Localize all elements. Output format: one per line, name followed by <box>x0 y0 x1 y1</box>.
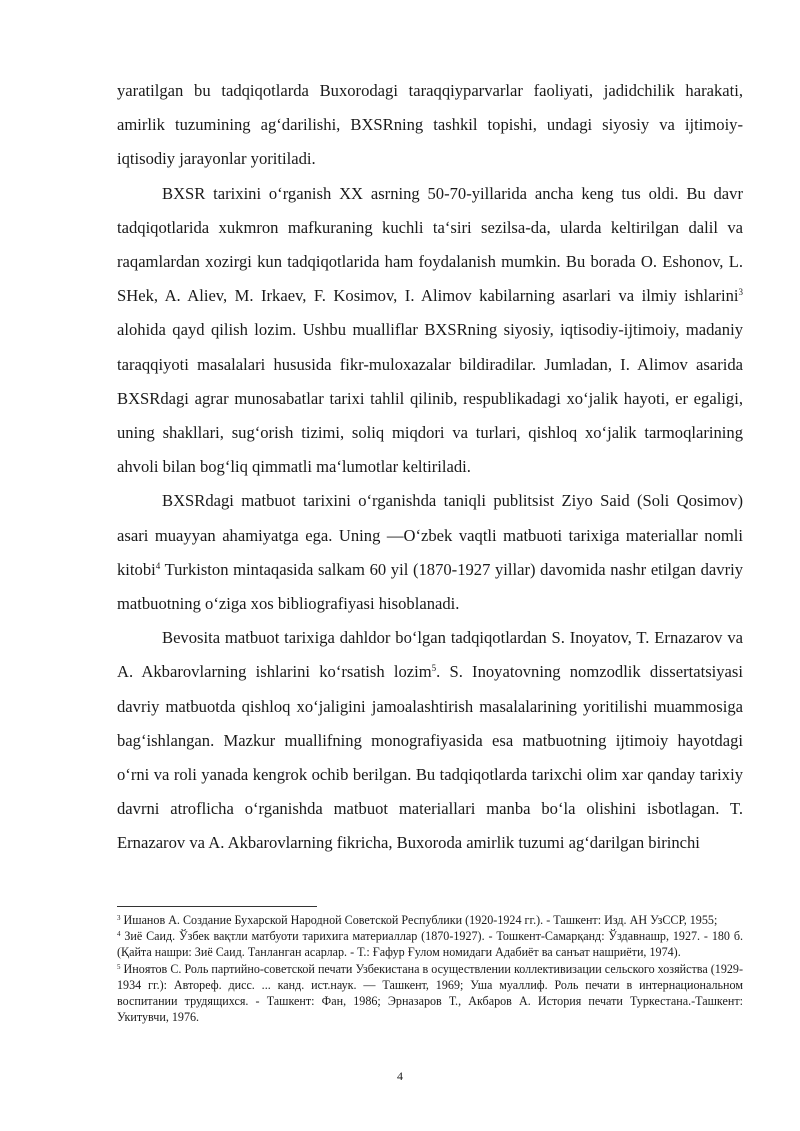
footnote-number: 5 <box>117 962 121 971</box>
paragraph-text: alohida qayd qilish lozim. Ushbu mualliflar BXSRning siyosiy, iqtisodiy-ijtimoiy, madaniy taraqqiyoti masalalari hususida fikr-muloxazalar bildiradilar. Jumladan, I. Alimov asarida BXSRdagi agrar munosabatlar tarixi tahlil qilinib, respublikadagi xo‘jalik hayoti, er egaligi, uning shakllari, sug‘orish tizimi, soliq miqdori va turlari, qishloq xo‘jalik tarmoqlarining ahvoli bilan bog‘liq qimmatli ma‘lumotlar keltiriladi. <box>117 320 743 477</box>
paragraph <box>117 177 743 485</box>
footnote-ref[interactable]: 4 <box>155 560 161 571</box>
paragraph <box>117 484 743 621</box>
paragraph <box>117 74 743 177</box>
footnote-ref[interactable]: 5 <box>431 663 437 674</box>
footnote <box>117 928 743 960</box>
footnote-number: 3 <box>117 914 121 922</box>
paragraph-text: yaratilgan bu tadqiqotlarda Buxorodagi taraqqiyparvarlar faoliyati, jadidchilik harakati, amirlik tuzumining ag‘darilishi, BXSRning tashkil topishi, undagi siyosiy va ijtimoiy-iqtisodiy jarayonlar yoritiladi. <box>117 81 743 169</box>
footnote-text: Зиё Саид. Ўзбек вақтли матбуоти тарихига материаллар (1870-1927). - Тошкент-Самарқанд: Ўздавнашр, 1927. - 180 б. (Қайта нашри: Зиё Саид. Танланган асарлар. - Т.: Ғафур Ғулом номидаги Адабиёт ва санъат нашриёти, 1974). <box>117 929 743 960</box>
paragraph-text: Turkiston mintaqasida salkam 60 yil (1870-1927 yillar) davomida nashr etilgan davriy matbuotning o‘ziga xos bibliografiyasi hisoblanadi. <box>117 559 743 614</box>
page-number: 4 <box>397 1069 403 1083</box>
paragraph-text: BXSR tarixini o‘rganish XX asrning 50-70-yillarida ancha keng tus oldi. Bu davr tadqiqotlarida xukmron mafkuraning kuchli ta‘siri sezilsa-da, ularda keltirilgan dalil va raqamlardan xozirgi kun tadqiqotlarida ham foydalanish mumkin. Bu borada O. Eshonov, L. SHek, A. Aliev, M. Irkaev, F. Kosimov, I. Alimov kabilarning asarlari va ilmiy ishlarini <box>117 183 743 306</box>
footnotes <box>117 912 743 1025</box>
footnote-number: 4 <box>117 930 121 939</box>
footnote-ref[interactable]: 3 <box>738 287 743 298</box>
body-text <box>117 74 743 861</box>
paragraph-text: Bevosita matbuot tarixiga dahldor bo‘lgan tadqiqotlardan S. Inoyatov, T. Ernazarov va A. Akbarovlarning ishlarini ko‘rsatish lozim <box>117 628 743 682</box>
footnote <box>117 912 743 928</box>
paragraph-text: . S. Inoyatovning nomzodlik dissertatsiyasi davriy matbuotda qishloq xo‘jaligini jamoalashtirish masalalarining yoritilishi muammosiga bag‘ishlangan. Mazkur muallifning monografiyasida esa matbuotning ijtimoiy hayotdagi o‘rni va roli yanada kengrok ochib berilgan. Bu tadqiqotlarda tarixchi olim xar qanday tarixiy davrni atroflicha o‘rganishda matbuot materiallari manba bo‘la olishini isbotlagan. T. Ernazarov va A. Akbarovlarning fikricha, Buxoroda amirlik tuzumi ag‘darilgan birinchi <box>117 662 743 853</box>
footnote <box>117 961 743 1026</box>
footnote-divider <box>117 906 317 907</box>
paragraph <box>117 621 743 860</box>
footnote-text: Инoятов С. Роль партийно-советской печати Узбекистана в осуществлении коллективизации сельского хозяйства (1929-1934 гг.): Автореф. дисс. ... канд. ист.наук. — Ташкент, 1969; Уша муаллиф. Роль печати в интернациональном воспитании трудящихся. - Ташкент: Фан, 1986; Эрназаров Т., Акбаров А. История печати Туркестана.-Ташкент: Укитувчи, 1976. <box>117 961 743 1025</box>
paragraph-text: BXSRdagi matbuot tarixini o‘rganishda taniqli publitsist Ziyo Said (Soli Qosimov) asari muayyan ahamiyatga ega. Uning —O‘zbek vaqtli matbuoti tarixiga materiallar nomli kitobi <box>117 491 743 579</box>
footnote-text: Ишанов А. Создание Бухарской Народной Советской Республики (1920-1924 гг.). - Ташкент: Изд. АН УзССР, 1955; <box>120 913 718 927</box>
